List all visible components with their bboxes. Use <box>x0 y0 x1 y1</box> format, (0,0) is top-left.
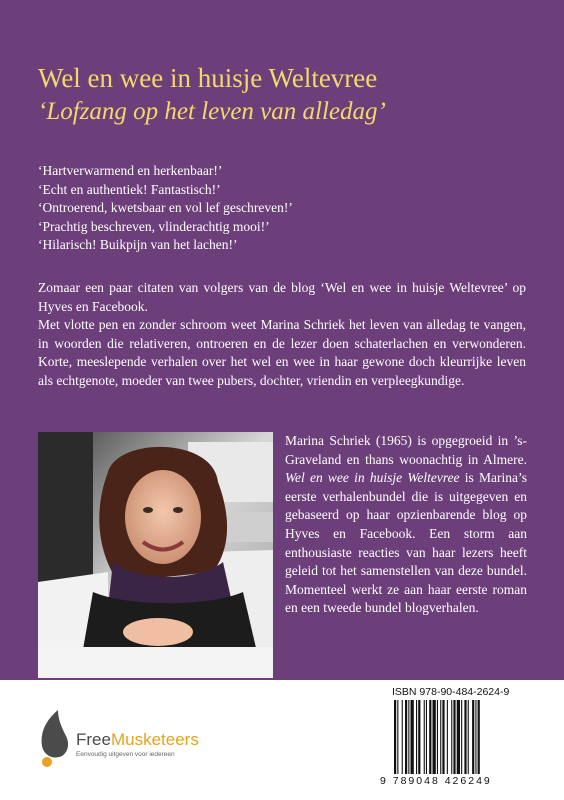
bio-text-1: Marina Schriek (1965) is opgegroeid in ’s-Graveland en thans woonachtig in Almere. <box>285 433 527 467</box>
bio-text-2: is Marina’s eerste verhalenbundel die is uitgegeven en gebaseerd op haar opzienbarende blog op Hyves en Facebook. Een storm aan enthousiaste reacties van haar lezers heeft geleid tot het samenstellen van deze bundel. Momenteel werkt ze aan haar eerste roman en een tweede bundel blogverhalen. <box>285 470 527 616</box>
isbn-barcode <box>392 700 526 774</box>
barcode-bar <box>411 700 414 774</box>
quote-item: ‘Hartverwarmend en herkenbaar!’ <box>38 163 223 178</box>
reader-quotes <box>38 162 538 255</box>
barcode-bar <box>397 700 398 774</box>
barcode-bar <box>447 700 448 774</box>
barcode-bar <box>464 700 466 774</box>
isbn-label: ISBN 978-90-484-2624-9 <box>392 686 510 698</box>
barcode-bar <box>453 700 455 774</box>
bio-book-title: Wel en wee in huisje Weltevree <box>285 470 460 486</box>
barcode-bar <box>429 700 431 774</box>
quote-item: ‘Echt en authentiek! Fantastisch!’ <box>38 181 221 197</box>
barcode-bar <box>424 700 425 774</box>
publisher-name-musketeers: Musketeers <box>110 730 199 749</box>
quote-item: ‘Hilarisch! Buikpijn van het lachen!’ <box>38 237 238 253</box>
barcode-bar <box>433 700 436 774</box>
author-photo <box>38 432 273 678</box>
barcode-bar <box>442 700 444 774</box>
book-subtitle: ‘Lofzang op het leven van alledag’ <box>38 98 386 125</box>
author-bio <box>285 432 527 618</box>
book-title: Wel en wee in huisje Weltevree <box>38 63 378 93</box>
barcode-bar <box>461 700 462 774</box>
barcode-bar <box>478 700 480 774</box>
barcode-bar <box>408 700 409 774</box>
barcode-bar <box>472 700 474 774</box>
publisher-name <box>76 730 199 750</box>
publisher-tagline: Eenvoudig uitgeven voor iedereen <box>76 751 175 758</box>
barcode-bar <box>440 700 441 774</box>
barcode-digits: 9 789048 426249 <box>380 775 492 787</box>
intro-text <box>38 279 526 391</box>
barcode-bar <box>457 700 460 774</box>
barcode-bar <box>475 700 476 774</box>
quote-item: ‘Prachtig beschreven, vlinderachtig mooi!’ <box>38 218 270 234</box>
barcode-bar <box>394 700 396 774</box>
intro-paragraph-2: Met vlotte pen en zonder schroom weet Marina Schriek het leven van alledag te vangen, in woorden die relativeren, ontroeren en de lezer doen schaterlachen en verwonderen. Korte, meeslepende verhalen over het wel en wee in haar gewone doch kleurrijke leven als echtgenote, moeder van twee pubers, dochter, vriendin en verpleegkundige. <box>38 317 526 388</box>
barcode-bar <box>402 700 403 774</box>
quote-item: ‘Ontroerend, kwetsbaar en vol lef geschreven!’ <box>38 200 293 216</box>
musketeer-plume-icon <box>36 706 76 772</box>
barcode-bar <box>451 700 452 774</box>
barcode-bar <box>468 700 469 774</box>
intro-paragraph-1: Zomaar een paar citaten van volgers van de blog ‘Wel en wee in huisje Weltevree’ op Hyves en Facebook. <box>38 280 526 314</box>
publisher-logo <box>36 706 199 776</box>
publisher-name-free: Free <box>76 730 111 749</box>
barcode-bar <box>437 700 438 774</box>
barcode-bar <box>416 700 417 774</box>
barcode-bar <box>405 700 407 774</box>
barcode-bar <box>426 700 427 774</box>
barcode-bar <box>418 700 420 774</box>
